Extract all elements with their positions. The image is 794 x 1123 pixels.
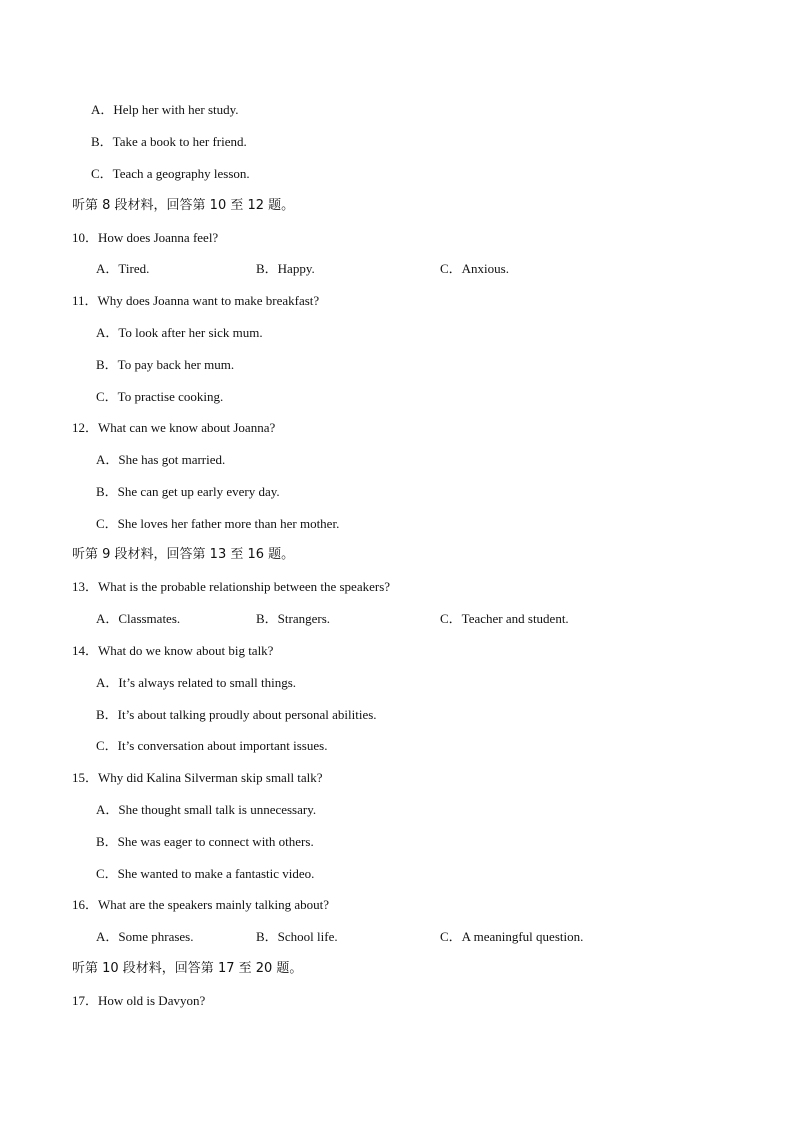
question-14-option-a: A．It’s always related to small things.	[96, 675, 297, 690]
question-17-text: 17．How old is Davyon?	[72, 993, 206, 1008]
section-9-heading: 听第 9 段材料，回答第 13 至 16 题。	[72, 547, 295, 562]
question-9-option-c: C．Teach a geography lesson.	[91, 166, 250, 181]
question-16-text: 16．What are the speakers mainly talking about?	[72, 897, 330, 912]
question-16-option-a: A．Some phrases.	[96, 929, 194, 944]
section-10-heading: 听第 10 段材料，回答第 17 至 20 题。	[72, 961, 303, 976]
section-8-heading: 听第 8 段材料，回答第 10 至 12 题。	[72, 198, 295, 213]
question-15-text: 15．Why did Kalina Silverman skip small talk?	[72, 770, 323, 785]
question-14-option-b: B．It’s about talking proudly about personal abilities.	[96, 707, 377, 722]
question-12-text: 12．What can we know about Joanna?	[72, 420, 276, 435]
question-13-option-b: B．Strangers.	[256, 611, 331, 626]
question-16-option-c: C．A meaningful question.	[440, 929, 584, 944]
question-15-option-b: B．She was eager to connect with others.	[96, 834, 314, 849]
question-10-option-b: B．Happy.	[256, 261, 315, 276]
question-13-option-c: C．Teacher and student.	[440, 611, 569, 626]
question-9-option-b: B．Take a book to her friend.	[91, 134, 247, 149]
question-10-text: 10．How does Joanna feel?	[72, 230, 219, 245]
question-14-option-c: C．It’s conversation about important issues.	[96, 738, 328, 753]
question-16-option-b: B．School life.	[256, 929, 338, 944]
question-10-option-a: A．Tired.	[96, 261, 150, 276]
question-12-option-a: A．She has got married.	[96, 452, 226, 467]
question-11-option-a: A．To look after her sick mum.	[96, 325, 263, 340]
question-10-option-c: C．Anxious.	[440, 261, 509, 276]
question-11-option-c: C．To practise cooking.	[96, 389, 224, 404]
question-11-text: 11．Why does Joanna want to make breakfast?	[72, 293, 320, 308]
question-9-option-a: A．Help her with her study.	[91, 102, 239, 117]
question-15-option-c: C．She wanted to make a fantastic video.	[96, 866, 315, 881]
question-15-option-a: A．She thought small talk is unnecessary.	[96, 802, 317, 817]
question-13-option-a: A．Classmates.	[96, 611, 181, 626]
question-14-text: 14．What do we know about big talk?	[72, 643, 274, 658]
question-12-option-b: B．She can get up early every day.	[96, 484, 280, 499]
question-13-text: 13．What is the probable relationship between the speakers?	[72, 579, 391, 594]
question-12-option-c: C．She loves her father more than her mother.	[96, 516, 340, 531]
question-11-option-b: B．To pay back her mum.	[96, 357, 235, 372]
